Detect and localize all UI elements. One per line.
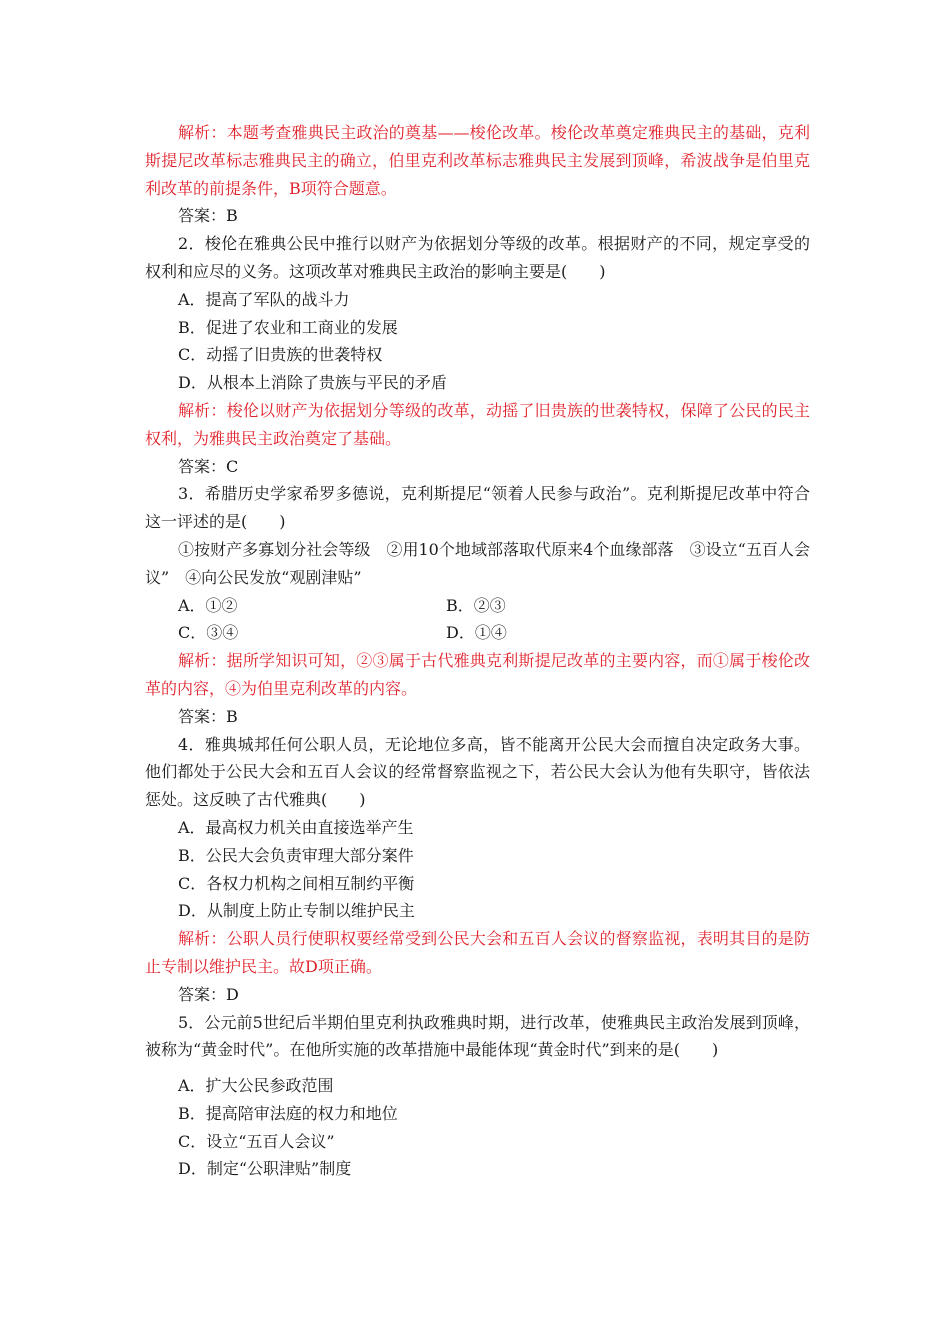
q3-analysis: 解析：据所学知识可知，②③属于古代雅典克利斯提尼改革的主要内容，而①属于梭伦改革的内容，④为伯里克利改革的内容。 — [145, 651, 810, 698]
q2-option-c: C．动摇了旧贵族的世袭特权 — [178, 345, 383, 365]
q4-option-d: D．从制度上防止专制以维护民主 — [178, 901, 415, 921]
q5-option-a: A．扩大公民参政范围 — [178, 1076, 334, 1096]
q1-analysis: 解析：本题考查雅典民主政治的奠基——梭伦改革。梭伦改革奠定雅典民主的基础，克利斯提尼改革标志雅典民主的确立，伯里克利改革标志雅典民主发展到顶峰，希波战争是伯里克利改革的前提条件，B项符合题意。 — [145, 123, 810, 198]
q3-options-row-2 — [145, 619, 810, 647]
q3-option-c: C．③④ — [178, 623, 239, 643]
q3-items: ①按财产多寡划分社会等级 ②用10个地域部落取代原来4个血缘部落 ③设立“五百人会议” ④向公民发放“观剧津贴” — [145, 539, 810, 587]
q3-answer: 答案：B — [178, 706, 238, 726]
q4-option-a: A．最高权力机关由直接选举产生 — [178, 817, 414, 837]
q2-option-d: D．从根本上消除了贵族与平民的矛盾 — [178, 373, 447, 393]
q2-stem: 2．梭伦在雅典公民中推行以财产为依据划分等级的改革。根据财产的不同，规定享受的权利和应尽的义务。这项改革对雅典民主政治的影响主要是( ) — [145, 234, 810, 281]
q5-option-c: C．设立“五百人会议” — [178, 1131, 335, 1151]
q2-option-b: B．促进了农业和工商业的发展 — [178, 317, 398, 337]
q4-answer: 答案：D — [178, 984, 239, 1004]
q3-stem: 3．希腊历史学家希罗多德说，克利斯提尼“领着人民参与政治”。克利斯提尼改革中符合这一评述的是( ) — [145, 484, 810, 532]
q3-option-d: D．①④ — [446, 623, 507, 643]
q3-option-a: A．①② — [178, 595, 238, 615]
q4-option-c: C．各权力机构之间相互制约平衡 — [178, 873, 415, 893]
q1-answer: 答案：B — [178, 206, 238, 226]
q2-analysis: 解析：梭伦以财产为依据划分等级的改革，动摇了旧贵族的世袭特权，保障了公民的民主权利，为雅典民主政治奠定了基础。 — [145, 400, 810, 448]
q4-analysis: 解析：公职人员行使职权要经常受到公民大会和五百人会议的督察监视，表明其目的是防止专制以维护民主。故D项正确。 — [145, 929, 810, 976]
q2-answer: 答案：C — [178, 456, 239, 476]
q4-option-b: B．公民大会负责审理大部分案件 — [178, 845, 414, 865]
q5-option-d: D．制定“公职津贴”制度 — [178, 1159, 352, 1179]
q5-stem: 5．公元前5世纪后半期伯里克利执政雅典时期，进行改革，使雅典民主政治发展到顶峰，被称为“黄金时代”。在他所实施的改革措施中最能体现“黄金时代”到来的是( ) — [145, 1012, 810, 1060]
q4-stem: 4．雅典城邦任何公职人员，无论地位多高，皆不能离开公民大会而擅自决定政务大事。他们都处于公民大会和五百人会议的经常督察监视之下，若公民大会认为他有失职守，皆依法惩处。这反映了古代雅典( ) — [145, 734, 810, 810]
q3-option-b: B．②③ — [446, 595, 506, 615]
q2-option-a: A．提高了军队的战斗力 — [178, 289, 350, 309]
q3-options-row-1 — [145, 592, 810, 620]
q5-option-b: B．提高陪审法庭的权力和地位 — [178, 1103, 398, 1123]
